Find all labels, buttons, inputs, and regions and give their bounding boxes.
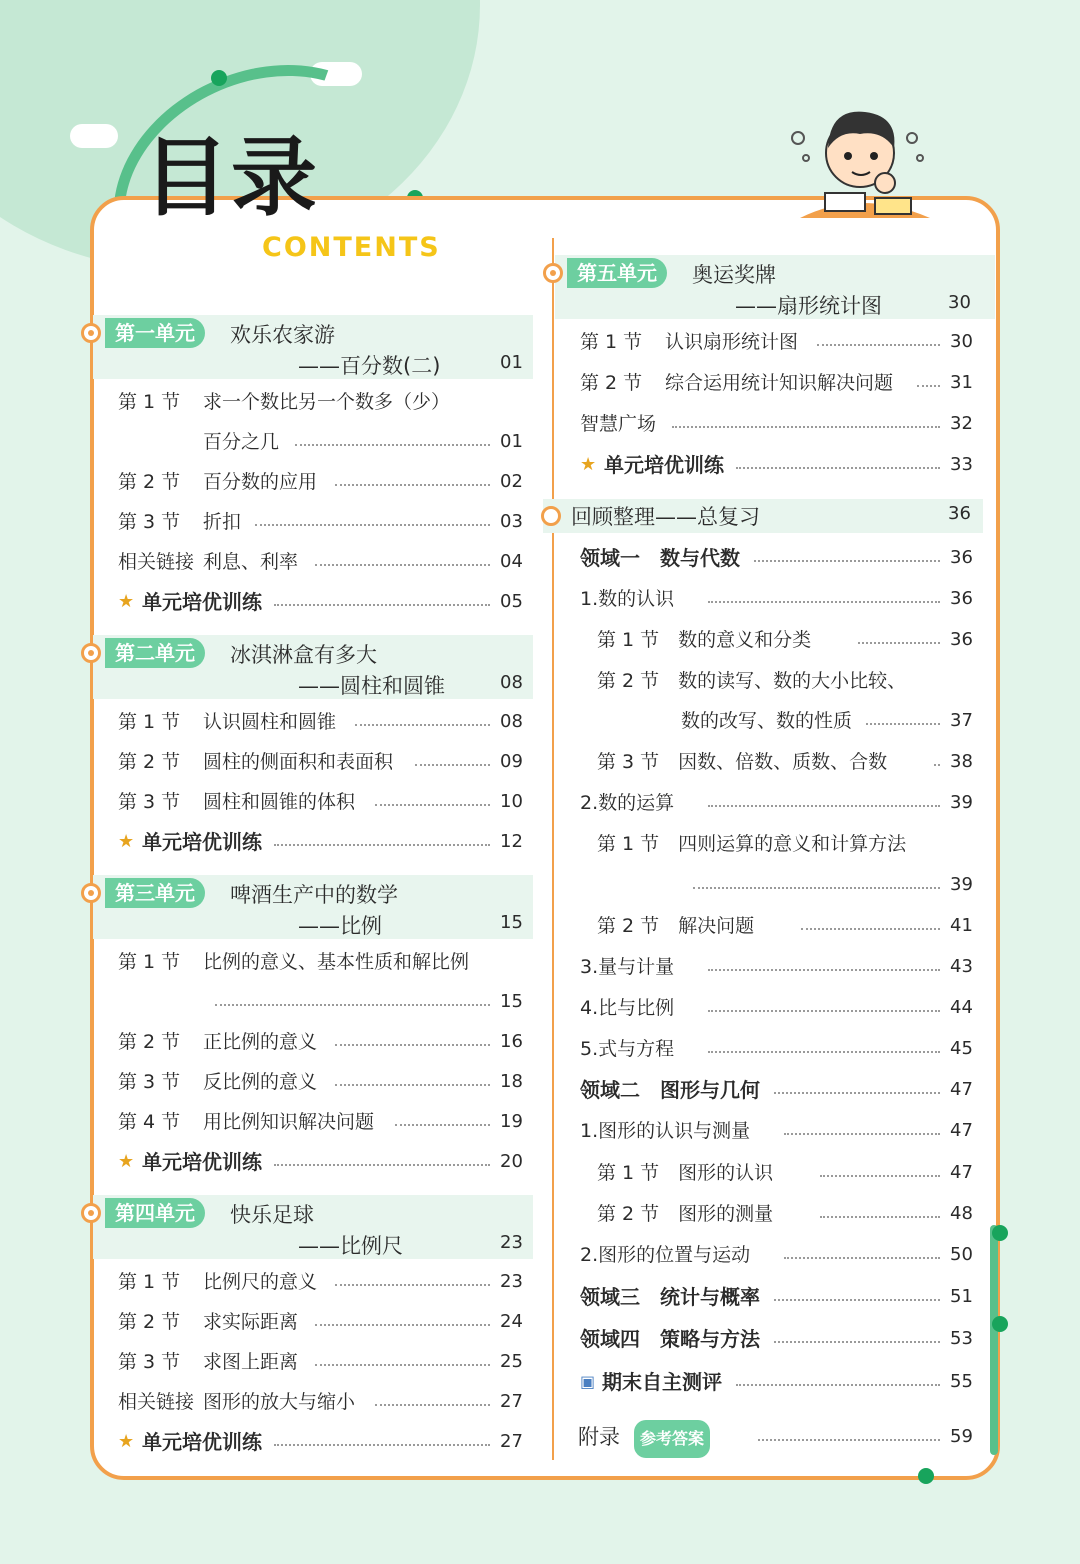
leader-dots: [801, 928, 940, 930]
leader-dots: [375, 1404, 490, 1406]
toc-title: 反比例的意义: [203, 1071, 318, 1093]
star-icon: ★: [118, 1151, 135, 1172]
toc-row: [118, 785, 530, 819]
toc-label: 智慧广场: [580, 413, 657, 435]
leader-dots: [784, 1133, 940, 1135]
review-banner: [543, 499, 983, 533]
unit-header: [93, 1195, 533, 1259]
leader-dots: [708, 969, 940, 971]
toc-page: 04: [500, 551, 523, 572]
toc-row: [597, 745, 980, 779]
toc-title: 领域一 数与代数: [580, 546, 740, 570]
unit-tag: 第三单元: [105, 878, 205, 908]
toc-page: 39: [950, 874, 973, 895]
toc-row: [580, 366, 980, 400]
toc-page: 36: [950, 588, 973, 609]
toc-title: 认识圆柱和圆锥: [203, 711, 337, 733]
unit-name: 奥运奖牌: [692, 263, 776, 287]
leader-dots: [274, 1444, 490, 1446]
toc-title: 第 1 节 四则运算的意义和计算方法: [597, 833, 907, 855]
cloud: [70, 124, 118, 148]
toc-row: [118, 705, 530, 739]
leader-dots: [375, 804, 490, 806]
leader-dots: [736, 467, 940, 469]
toc-row: [597, 623, 980, 657]
leader-dots: [274, 844, 490, 846]
toc-row: [118, 1345, 530, 1379]
unit-subtitle: ——扇形统计图: [735, 294, 882, 318]
toc-title: 领域二 图形与几何: [580, 1078, 760, 1102]
leader-dots: [274, 1164, 490, 1166]
toc-page: 43: [950, 956, 973, 977]
toc-title: 圆柱和圆锥的体积: [203, 791, 356, 813]
leader-dots: [335, 484, 490, 486]
toc-page: 18: [500, 1071, 523, 1092]
toc-page: 10: [500, 791, 523, 812]
toc-label: 第 2 节: [118, 1311, 181, 1333]
toc-page: 37: [950, 710, 973, 731]
toc-page: 32: [950, 413, 973, 434]
unit-header: [93, 315, 533, 379]
leader-dots: [736, 1384, 940, 1386]
toc-page: 38: [950, 751, 973, 772]
page-title: 目录: [143, 128, 319, 228]
review-title: 回顾整理——总复习: [571, 505, 760, 529]
toc-label: 第 1 节: [118, 1271, 181, 1293]
unit-header: [93, 635, 533, 699]
toc-title: 折扣: [203, 511, 242, 533]
toc-row: [118, 425, 530, 459]
toc-row: [580, 1365, 980, 1399]
leader-dots: [934, 764, 940, 766]
toc-row: [118, 1305, 530, 1339]
review-bullet-icon: [541, 506, 561, 526]
leader-dots: [774, 1299, 940, 1301]
toc-page: 59: [950, 1426, 973, 1447]
leader-dots: [315, 1364, 490, 1366]
toc-page: 36: [950, 547, 973, 568]
leader-dots: [774, 1092, 940, 1094]
unit-tag: 第四单元: [105, 1198, 205, 1228]
star-icon: ★: [118, 1431, 135, 1452]
toc-row: [580, 1238, 980, 1272]
toc-page: 41: [950, 915, 973, 936]
toc-row: [597, 868, 980, 902]
leader-dots: [335, 1044, 490, 1046]
toc-title: 比例尺的意义: [203, 1271, 318, 1293]
toc-label: 第 2 节: [118, 751, 181, 773]
toc-row: [118, 1265, 530, 1299]
toc-row: [597, 909, 980, 943]
toc-row: [118, 465, 530, 499]
toc-label: 第 1 节: [118, 711, 181, 733]
leader-dots: [335, 1284, 490, 1286]
toc-page: 48: [950, 1203, 973, 1224]
toc-row: [118, 1385, 530, 1419]
leader-dots: [784, 1257, 940, 1259]
toc-title: 第 2 节 数的读写、数的大小比较、: [597, 670, 907, 692]
toc-label: 第 3 节: [118, 791, 181, 813]
leader-dots: [295, 444, 490, 446]
toc-page: 24: [500, 1311, 523, 1332]
star-icon: ★: [580, 454, 597, 475]
unit-subtitle: ——比例尺: [298, 1234, 403, 1258]
toc-page: 30: [950, 331, 973, 352]
toc-label: 第 3 节: [118, 1071, 181, 1093]
toc-page: 08: [500, 711, 523, 732]
toc-title: 5.式与方程: [580, 1038, 675, 1060]
answers-badge: [634, 1420, 710, 1458]
toc-title: 第 1 节 图形的认识: [597, 1162, 774, 1184]
toc-title: 求图上距离: [203, 1351, 299, 1373]
unit-bullet-icon: [81, 643, 101, 663]
unit-bullet-icon: [81, 883, 101, 903]
leader-dots: [274, 604, 490, 606]
toc-page: 27: [500, 1431, 523, 1452]
document-icon: ▣: [580, 1372, 596, 1391]
toc-page: 03: [500, 511, 523, 532]
toc-page: 31: [950, 372, 973, 393]
toc-page: 27: [500, 1391, 523, 1412]
toc-row: [118, 1145, 530, 1179]
toc-title: 认识扇形统计图: [665, 331, 799, 353]
toc-title: 单元培优训练: [142, 1150, 262, 1174]
accent-dot: [992, 1316, 1008, 1332]
star-icon: ★: [118, 831, 135, 852]
toc-page: 45: [950, 1038, 973, 1059]
unit-name: 欢乐农家游: [230, 323, 335, 347]
unit-page: 01: [500, 352, 523, 373]
unit-subtitle: ——圆柱和圆锥: [298, 674, 445, 698]
toc-page: 44: [950, 997, 973, 1018]
toc-title: 2.图形的位置与运动: [580, 1244, 751, 1266]
toc-title: 2.数的运算: [580, 792, 675, 814]
toc-title: 领域三 统计与概率: [580, 1285, 760, 1309]
toc-title: 单元培优训练: [142, 830, 262, 854]
leader-dots: [255, 524, 490, 526]
toc-page: 25: [500, 1351, 523, 1372]
toc-label: 相关链接: [118, 1391, 195, 1413]
appendix-label: 附录: [578, 1425, 620, 1449]
toc-row: [580, 541, 980, 575]
star-icon: ★: [118, 591, 135, 612]
toc-page: 16: [500, 1031, 523, 1052]
unit-tag: 第五单元: [567, 258, 667, 288]
unit-header: [93, 875, 533, 939]
toc-row: [580, 1280, 980, 1314]
toc-page: 33: [950, 454, 973, 475]
toc-title: 图形的放大与缩小: [203, 1391, 356, 1413]
toc-row: [580, 950, 980, 984]
toc-row: [580, 991, 980, 1025]
leader-dots: [415, 764, 490, 766]
toc-row: [118, 385, 530, 419]
toc-title: 比例的意义、基本性质和解比例: [203, 951, 470, 973]
toc-row: [118, 1065, 530, 1099]
toc-title: 利息、利率: [203, 551, 299, 573]
toc-row: [118, 1425, 530, 1459]
leader-dots: [315, 1324, 490, 1326]
unit-header: [555, 255, 995, 319]
toc-row: [580, 448, 980, 482]
toc-page: 15: [500, 991, 523, 1012]
toc-title: 1.图形的认识与测量: [580, 1120, 751, 1142]
leader-dots: [754, 560, 940, 562]
toc-page: 55: [950, 1371, 973, 1392]
toc-page: 47: [950, 1162, 973, 1183]
leader-dots: [858, 642, 940, 644]
toc-page: 47: [950, 1079, 973, 1100]
toc-row: [580, 582, 980, 616]
arc-dot: [211, 70, 227, 86]
toc-page: 50: [950, 1244, 973, 1265]
toc-title: 1.数的认识: [580, 588, 675, 610]
toc-title: 圆柱的侧面积和表面积: [203, 751, 394, 773]
toc-row: [580, 1322, 980, 1356]
unit-bullet-icon: [81, 323, 101, 343]
toc-title: 第 3 节 因数、倍数、质数、合数: [597, 751, 888, 773]
toc-page: 20: [500, 1151, 523, 1172]
toc-label: 第 1 节: [118, 391, 181, 413]
toc-row: [118, 585, 530, 619]
toc-label: 第 2 节: [580, 372, 643, 394]
toc-row: [597, 704, 980, 738]
accent-dot: [992, 1225, 1008, 1241]
unit-name: 冰淇淋盒有多大: [230, 643, 377, 667]
leader-dots: [693, 887, 940, 889]
toc-page: 51: [950, 1286, 973, 1307]
column-divider: [552, 238, 554, 1460]
toc-row: [580, 786, 980, 820]
toc-row: [118, 505, 530, 539]
toc-title: 单元培优训练: [604, 453, 724, 477]
unit-bullet-icon: [543, 263, 563, 283]
unit-page: 23: [500, 1232, 523, 1253]
unit-subtitle: ——百分数(二): [298, 354, 441, 378]
accent-dot: [918, 1468, 934, 1484]
leader-dots: [315, 564, 490, 566]
toc-row: [118, 985, 530, 1019]
toc-title: 百分之几: [203, 431, 280, 453]
toc-row: [118, 825, 530, 859]
toc-label: 第 2 节: [118, 1031, 181, 1053]
leader-dots: [395, 1124, 490, 1126]
toc-label: 第 4 节: [118, 1111, 181, 1133]
toc-title: 综合运用统计知识解决问题: [665, 372, 894, 394]
toc-page: 12: [500, 831, 523, 852]
side-accent: [990, 1225, 998, 1455]
toc-label: 第 2 节: [118, 471, 181, 493]
toc-page: 36: [950, 629, 973, 650]
leader-dots: [774, 1341, 940, 1343]
toc-row: [580, 1073, 980, 1107]
toc-row: [118, 945, 530, 979]
answers-badge-text: 参考答案: [634, 1420, 710, 1458]
toc-title: 第 2 节 解决问题: [597, 915, 755, 937]
review-page: 36: [948, 503, 971, 524]
toc-row: [597, 827, 980, 861]
leader-dots: [708, 601, 940, 603]
toc-label: 第 3 节: [118, 511, 181, 533]
leader-dots: [820, 1175, 940, 1177]
leader-dots: [708, 805, 940, 807]
page-subtitle: CONTENTS: [262, 232, 441, 263]
unit-name: 快乐足球: [230, 1203, 314, 1227]
leader-dots: [708, 1051, 940, 1053]
unit-name: 啤酒生产中的数学: [230, 883, 398, 907]
leader-dots: [215, 1004, 490, 1006]
leader-dots: [708, 1010, 940, 1012]
leader-dots: [335, 1084, 490, 1086]
toc-page: 02: [500, 471, 523, 492]
leader-dots: [820, 1216, 940, 1218]
toc-title: 期末自主测评: [602, 1370, 722, 1394]
toc-label: 第 1 节: [580, 331, 643, 353]
unit-tag: 第二单元: [105, 638, 205, 668]
toc-title: 单元培优训练: [142, 590, 262, 614]
toc-title: 求一个数比另一个数多（少）: [203, 391, 451, 413]
toc-page: 01: [500, 431, 523, 452]
toc-page: 19: [500, 1111, 523, 1132]
leader-dots: [817, 344, 940, 346]
toc-title: 领域四 策略与方法: [580, 1327, 760, 1351]
toc-page: 39: [950, 792, 973, 813]
toc-row: [580, 407, 980, 441]
toc-row: [580, 1032, 980, 1066]
toc-row: [580, 325, 980, 359]
toc-row: [597, 664, 980, 698]
leader-dots: [355, 724, 490, 726]
cartoon-boy-illustration: [790, 98, 940, 228]
toc-row: [597, 1156, 980, 1190]
toc-title: 求实际距离: [203, 1311, 299, 1333]
toc-title: 3.量与计量: [580, 956, 675, 978]
toc-title: 第 2 节 图形的测量: [597, 1203, 774, 1225]
toc-title: 用比例知识解决问题: [203, 1111, 375, 1133]
leader-dots: [917, 385, 940, 387]
toc-page: 23: [500, 1271, 523, 1292]
appendix-row: [578, 1420, 978, 1454]
toc-row: [118, 1105, 530, 1139]
toc-page: 47: [950, 1120, 973, 1141]
toc-row: [118, 545, 530, 579]
toc-label: 相关链接: [118, 551, 195, 573]
toc-label: 第 3 节: [118, 1351, 181, 1373]
unit-page: 08: [500, 672, 523, 693]
unit-page: 30: [948, 292, 971, 313]
leader-dots: [758, 1439, 940, 1441]
toc-title: 4.比与比例: [580, 997, 675, 1019]
toc-page: 09: [500, 751, 523, 772]
toc-row: [597, 1197, 980, 1231]
toc-title: 第 1 节 数的意义和分类: [597, 629, 812, 651]
toc-title: 数的改写、数的性质: [681, 710, 853, 732]
toc-row: [118, 745, 530, 779]
unit-tag: 第一单元: [105, 318, 205, 348]
toc-row: [118, 1025, 530, 1059]
unit-subtitle: ——比例: [298, 914, 382, 938]
leader-dots: [672, 426, 940, 428]
toc-title: 百分数的应用: [203, 471, 318, 493]
toc-row: [580, 1114, 980, 1148]
leader-dots: [866, 723, 940, 725]
toc-title: 单元培优训练: [142, 1430, 262, 1454]
toc-page: 53: [950, 1328, 973, 1349]
unit-bullet-icon: [81, 1203, 101, 1223]
toc-title: 正比例的意义: [203, 1031, 318, 1053]
toc-label: 第 1 节: [118, 951, 181, 973]
toc-page: 05: [500, 591, 523, 612]
unit-page: 15: [500, 912, 523, 933]
